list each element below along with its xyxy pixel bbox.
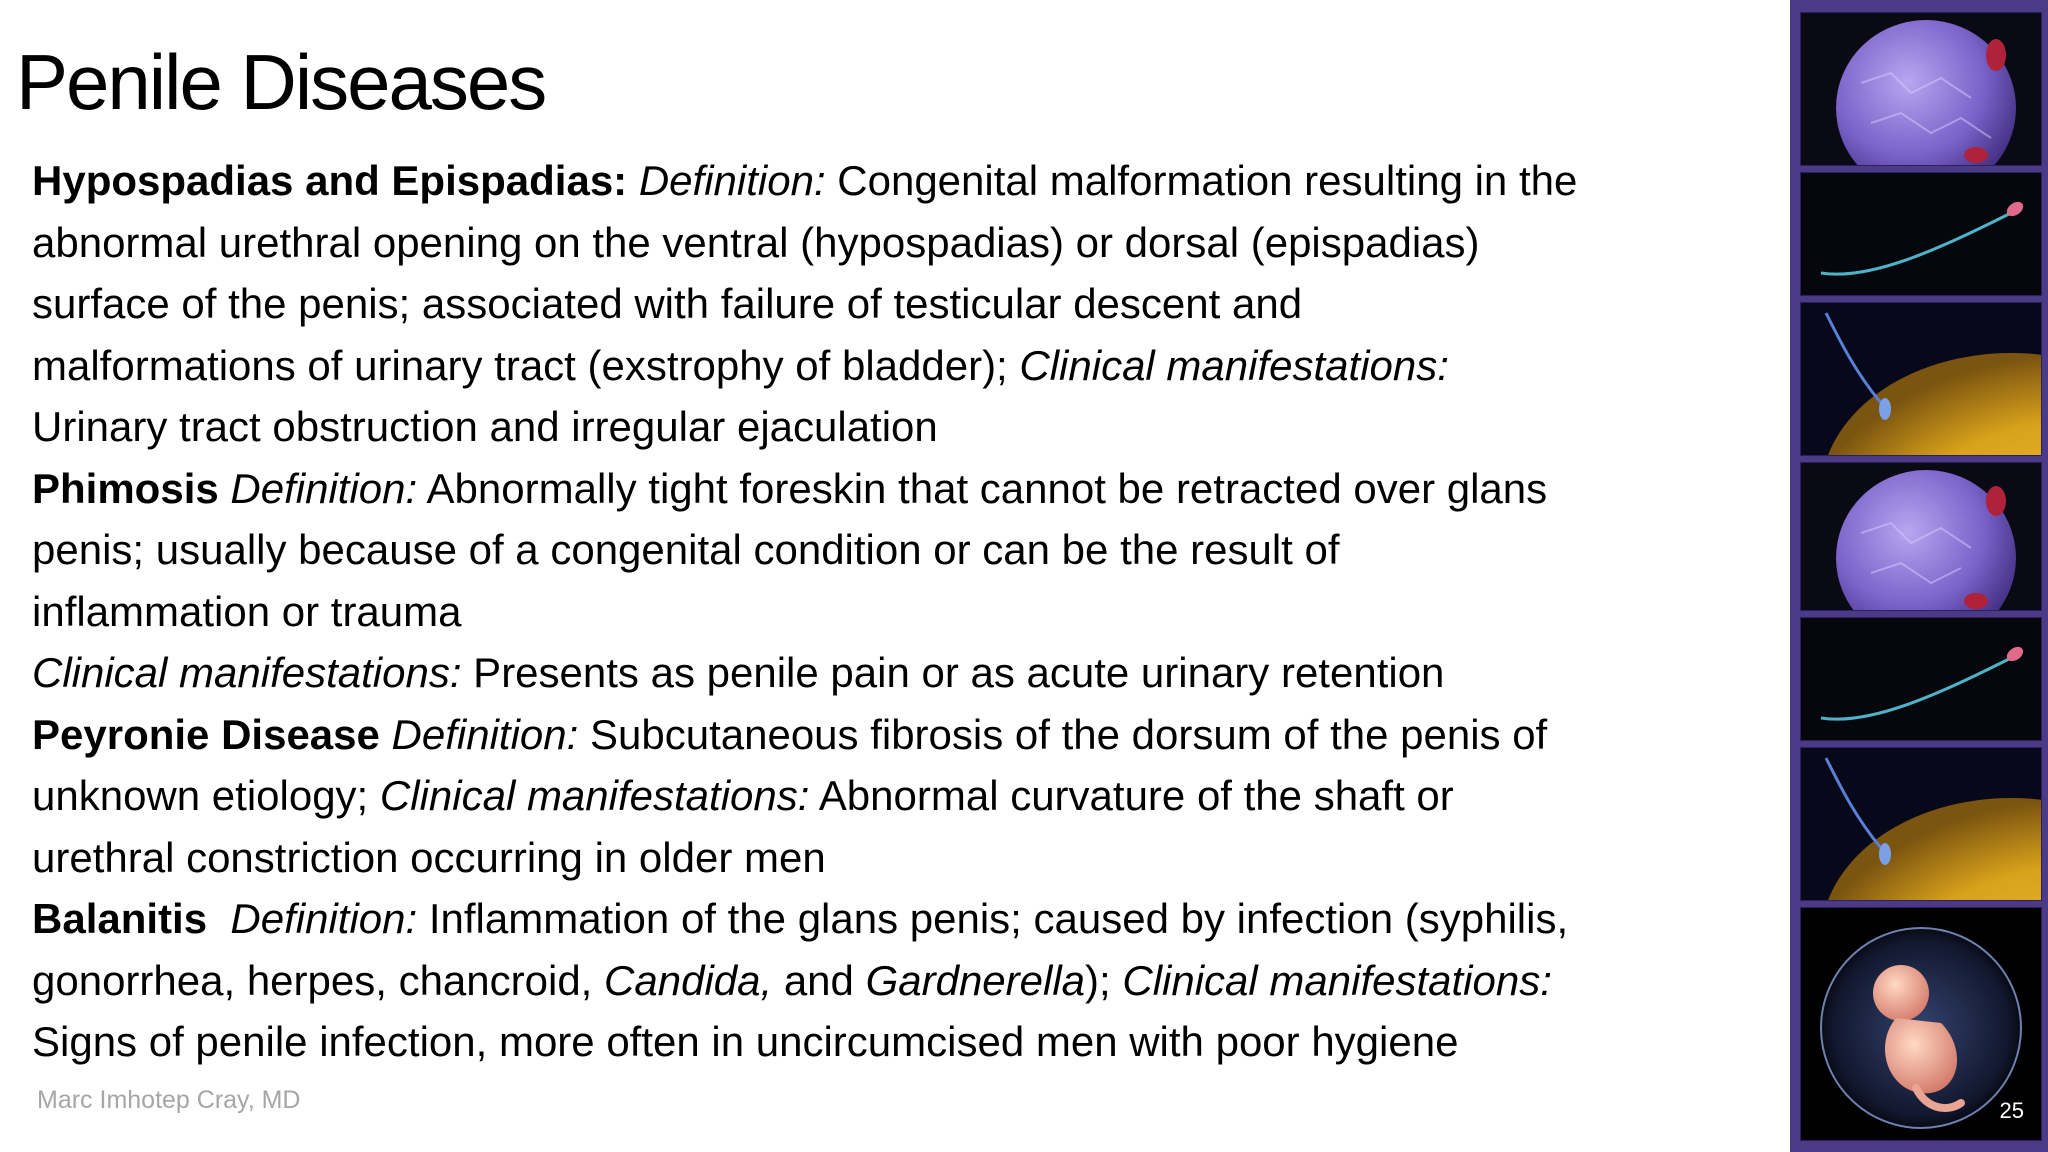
hypospadias-line-2: abnormal urethral opening on the ventral (hypospadias) or dorsal (epispadias) <box>32 218 1480 266</box>
clinical-label: Clinical manifestations: <box>1122 956 1552 1004</box>
definition-text: Subcutaneous fibrosis of the dorsum of the penis of <box>578 710 1548 758</box>
hypospadias-line-3: surface of the penis; associated with failure of testicular descent and <box>32 280 1303 327</box>
balanitis-term: Balanitis <box>32 895 208 942</box>
clinical-label: Clinical manifestations: <box>32 649 462 696</box>
slide-body <box>32 150 1772 1073</box>
hypospadias-term: Hypospadias and Epispadias: <box>32 157 628 204</box>
phimosis-term: Phimosis <box>32 464 219 512</box>
definition-label: Definition: <box>379 710 579 758</box>
egg-cell-image <box>1800 462 2042 611</box>
sperm-cell-image <box>1800 172 2042 296</box>
sperm-cell-icon <box>1801 173 2041 295</box>
slide-title: Penile Diseases <box>16 38 546 126</box>
author-credit: Marc Imhotep Cray, MD <box>37 1086 301 1114</box>
hypospadias-line-4 <box>32 335 1772 397</box>
clinical-label: Clinical manifestations: <box>379 772 810 819</box>
peyronie-line-1 <box>32 704 1772 766</box>
phimosis-line-3: inflammation or trauma <box>32 587 462 635</box>
definition-label: Definition: <box>218 464 418 512</box>
egg-cell-image <box>1800 12 2042 166</box>
image-strip <box>1790 0 2048 1152</box>
peyronie-term: Peyronie Disease <box>32 710 380 758</box>
definition-label: Definition: <box>207 895 418 942</box>
gardnerella-term: Gardnerella <box>865 956 1086 1004</box>
balanitis-line-2 <box>32 950 1772 1012</box>
sperm-cell-image <box>1800 617 2042 741</box>
fertilization-icon <box>1801 748 2041 900</box>
definition-text: malformations of urinary tract (exstrophy of bladder); <box>32 341 1020 389</box>
fertilization-icon <box>1801 303 2041 455</box>
hypospadias-line-1 <box>32 150 1772 212</box>
fertilization-image <box>1800 747 2042 901</box>
definition-text: ); <box>1085 956 1123 1004</box>
phimosis-line-2: penis; usually because of a congenital condition or can be the result of <box>32 526 1340 573</box>
definition-text: and <box>772 956 866 1004</box>
egg-cell-icon <box>1801 13 2041 165</box>
hypospadias-line-5: Urinary tract obstruction and irregular ejaculation <box>32 403 938 450</box>
sperm-cell-icon <box>1801 618 2041 740</box>
definition-text: Inflammation of the glans penis; caused by infection (syphilis, <box>417 895 1569 942</box>
peyronie-line-3: urethral constriction occurring in older men <box>32 833 826 881</box>
definition-text: unknown etiology; <box>32 772 380 819</box>
clinical-label: Clinical manifestations: <box>1019 341 1449 389</box>
slide-number: 25 <box>1999 1098 2024 1123</box>
peyronie-line-2 <box>32 765 1772 827</box>
clinical-text: Abnormal curvature of the shaft or <box>809 772 1454 819</box>
phimosis-line-4 <box>32 642 1772 704</box>
candida-term: Candida, <box>604 956 773 1004</box>
definition-label: Definition: <box>638 157 826 204</box>
fertilization-image <box>1800 302 2042 456</box>
balanitis-line-1 <box>32 888 1772 950</box>
balanitis-line-3: Signs of penile infection, more often in uncircumcised men with poor hygiene <box>32 1018 1459 1065</box>
definition-text: Congenital malformation resulting in the <box>825 157 1578 204</box>
definition-text: gonorrhea, herpes, chancroid, <box>32 956 605 1004</box>
phimosis-line-1 <box>32 458 1772 520</box>
egg-cell-icon <box>1801 463 2041 610</box>
clinical-text: Presents as penile pain or as acute urinary retention <box>461 649 1445 696</box>
definition-text: Abnormally tight foreskin that cannot be retracted over glans <box>417 464 1548 512</box>
